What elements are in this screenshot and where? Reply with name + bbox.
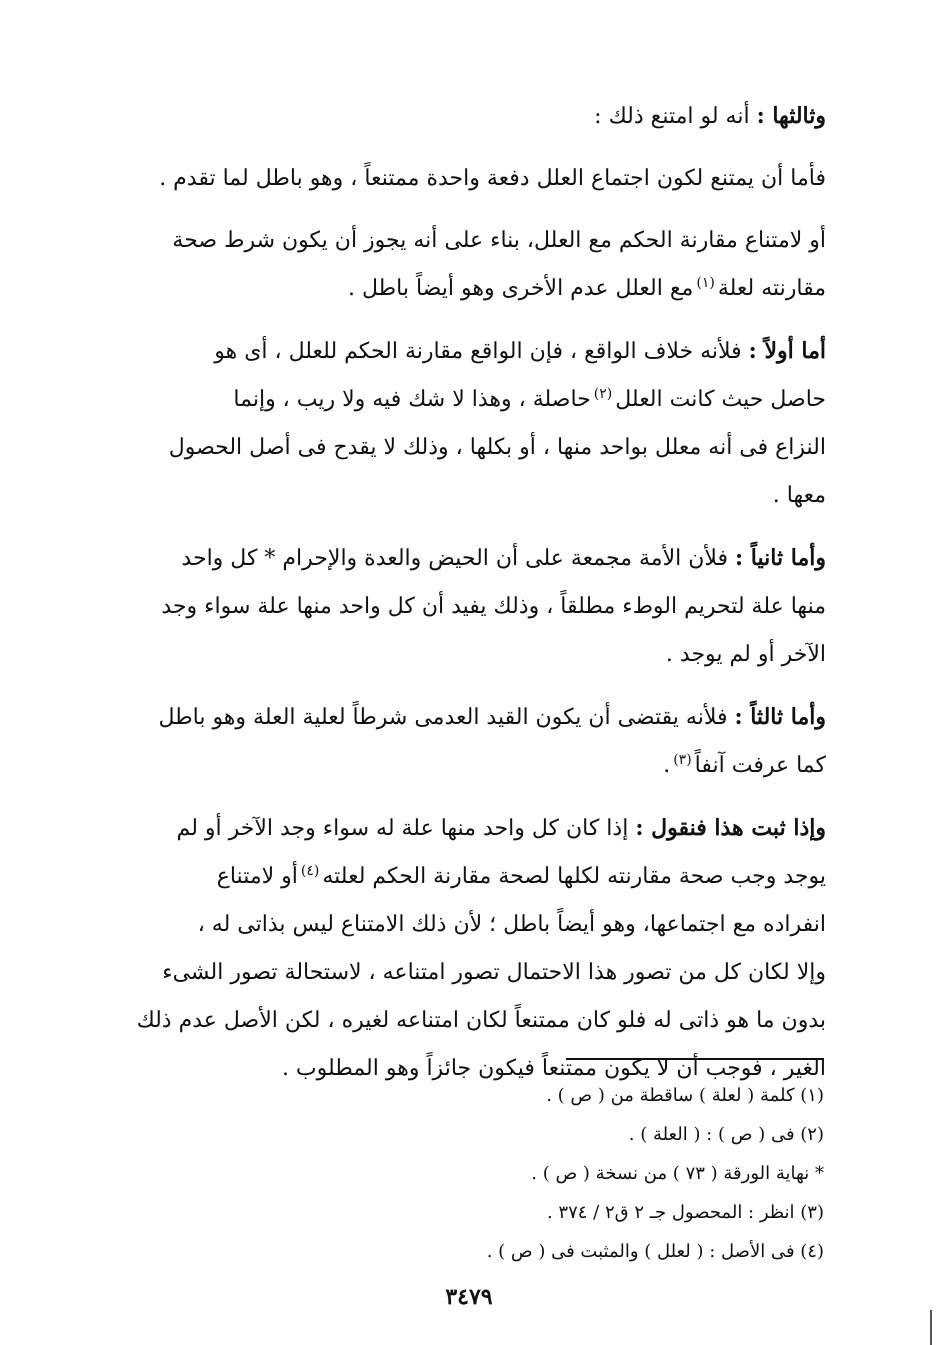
- text-line: [108, 327, 826, 376]
- section-lead: وأما ثالثاً :: [734, 704, 826, 730]
- footnote-divider: [566, 1058, 824, 1060]
- text-line: [108, 693, 826, 742]
- paragraph: [108, 327, 826, 520]
- section-lead: وإذا ثبت هذا فنقول :: [635, 815, 826, 841]
- line-text-after-marker: أو لامتناع: [216, 864, 298, 889]
- line-text: حاصل حيث كانت العلل: [615, 387, 826, 412]
- paragraph: [108, 804, 826, 1093]
- line-text: وإلا لكان كل من تصور هذا الاحتمال تصور امتناعه ، لاستحالة تصور الشىء: [162, 960, 826, 985]
- text-line: [108, 534, 826, 583]
- line-text: مقارنته لعلة: [717, 276, 826, 301]
- text-line: [108, 424, 826, 472]
- footnote: (٤) فى الأصل : ( لعلل ) والمثبت فى ( ص ) .: [486, 1241, 824, 1262]
- scan-edge-mark: [930, 1310, 932, 1345]
- paragraph: [108, 155, 826, 203]
- line-text: انفراده مع اجتماعها، وهو أيضاً باطل ؛ لأن ذلك الامتناع ليس بذاتى له ،: [197, 912, 826, 937]
- line-text: أنه لو امتنع ذلك :: [594, 104, 757, 129]
- line-text-after-marker: مع العلل عدم الأخرى وهو أيضاً باطل .: [348, 276, 694, 301]
- section-lead: أما أولاً :: [748, 338, 826, 364]
- main-text: [108, 92, 826, 1107]
- footnote: * نهاية الورقة ( ٧٣ ) من نسخة ( ص ) .: [531, 1163, 824, 1184]
- footnote: (٣) انظر : المحصول جـ ٢ ق٢ / ٣٧٤ .: [546, 1202, 824, 1223]
- line-text: إذا كان كل واحد منها علة له سواء وجد الآخر أو لم: [176, 816, 636, 841]
- line-text: منها علة لتحريم الوطء مطلقاً ، وذلك يفيد أن كل واحد منها علة سواء وجد: [161, 594, 826, 619]
- text-line: [108, 376, 826, 424]
- line-text: بدون ما هو ذاتى له فلو كان ممتنعاً لكان امتناعه لغيره ، لكن الأصل عدم ذلك: [136, 1008, 826, 1033]
- footnote: (١) كلمة ( لعلة ) ساقطة من ( ص ) .: [546, 1085, 824, 1106]
- line-text: كما عرفت آنفاً: [694, 753, 826, 778]
- line-text: فأما أن يمتنع لكون اجتماع العلل دفعة واحدة ممتنعاً ، وهو باطل لما تقدم .: [159, 166, 826, 191]
- paragraph: [108, 534, 826, 679]
- text-line: [108, 949, 826, 997]
- footnote-marker: (٣): [673, 751, 692, 768]
- line-text-after-marker: حاصلة ، وهذا لا شك فيه ولا ريب ، وإنما: [233, 387, 591, 412]
- line-text: يوجد وجب صحة مقارنته لكلها لصحة مقارنة الحكم لعلته: [322, 864, 826, 889]
- text-line: [108, 583, 826, 631]
- line-text: فلأنه خلاف الواقع ، فإن الواقع مقارنة الحكم للعلل ، أى هو: [214, 339, 749, 364]
- text-line: [108, 217, 826, 265]
- line-text: فلأن الأمة مجمعة على أن الحيض والعدة والإحرام * كل واحد: [181, 546, 736, 571]
- section-lead: وأما ثانياً :: [735, 545, 826, 571]
- paragraph: [108, 92, 826, 141]
- text-line: [108, 997, 826, 1045]
- line-text: معها .: [772, 483, 826, 508]
- text-line: [108, 804, 826, 853]
- line-text: الغير ، فوجب أن لا يكون ممتنعاً فيكون جائزاً وهو المطلوب .: [281, 1056, 826, 1081]
- section-lead: وثالثها :: [756, 103, 826, 129]
- line-text: فلأنه يقتضى أن يكون القيد العدمى شرطاً لعلية العلة وهو باطل: [158, 705, 735, 730]
- text-line: [108, 92, 826, 141]
- text-line: [108, 901, 826, 949]
- text-line: [108, 155, 826, 203]
- footnote-marker: (٤): [300, 862, 320, 879]
- text-line: [108, 472, 826, 520]
- footnotes: [108, 1076, 824, 1271]
- paragraph: [108, 217, 826, 313]
- text-line: [108, 265, 826, 313]
- text-line: [108, 631, 826, 679]
- text-line: [108, 742, 826, 790]
- line-text: أو لامتناع مقارنة الحكم مع العلل، بناء على أنه يجوز أن يكون شرط صحة: [172, 228, 826, 253]
- footnote-marker: (١): [696, 274, 715, 291]
- paragraph: [108, 693, 826, 790]
- text-line: [108, 853, 826, 901]
- line-text-after-marker: .: [663, 753, 671, 778]
- page-number: ٣٤٧٩: [445, 1284, 493, 1310]
- line-text: النزاع فى أنه معلل بواحد منها ، أو بكلها ، وذلك لا يقدح فى أصل الحصول: [168, 435, 826, 460]
- footnote-marker: (٢): [593, 385, 613, 402]
- footnote: (٢) فى ( ص ) : ( العلة ) .: [628, 1124, 824, 1145]
- line-text: الآخر أو لم يوجد .: [665, 642, 826, 667]
